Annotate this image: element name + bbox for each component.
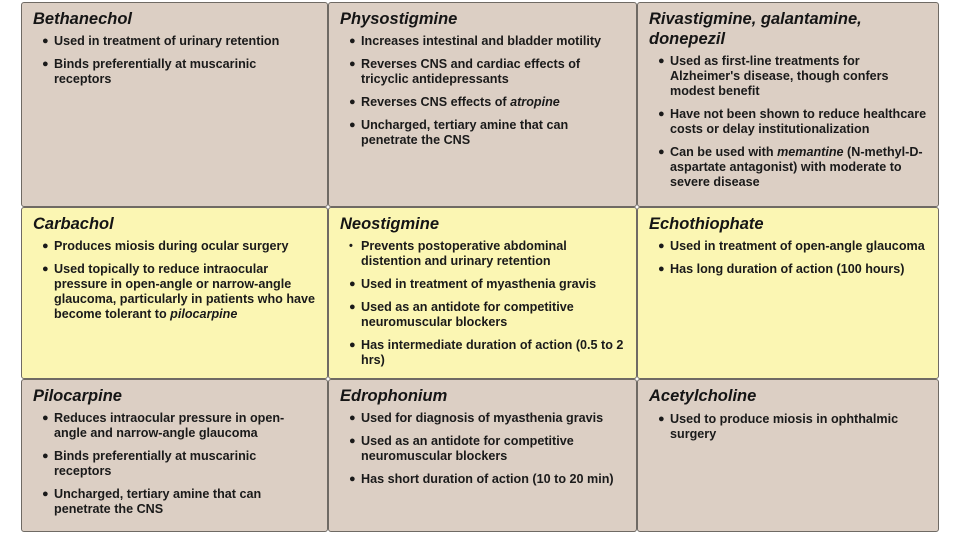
bullet-icon: ● [42, 35, 49, 47]
bullet-icon: ● [349, 473, 356, 485]
bullet-icon: ● [42, 412, 49, 424]
list-item: ● Has long duration of action (100 hours) [658, 262, 905, 276]
list-item: ● Increases intestinal and bladder motility [349, 34, 602, 48]
list-item: ● Binds preferentially at muscarinic receptors [42, 449, 257, 478]
bullet-icon: ● [658, 108, 665, 120]
bullet-list [649, 239, 928, 277]
list-item: ● Uncharged, tertiary amine that can penetrate the CNS [349, 118, 569, 147]
card-carbachol [21, 207, 328, 379]
bullet-icon: ● [658, 55, 665, 67]
list-item: ● Used in treatment of open-angle glaucoma [658, 239, 925, 253]
list-item: ● Used as an antidote for competitive neuromuscular blockers [349, 300, 574, 329]
bullet-icon: ● [42, 58, 49, 70]
bullet-icon: ● [349, 96, 356, 108]
card-title: Physostigmine [340, 10, 458, 28]
card-edrophonium [328, 379, 637, 532]
list-item: ● Used in treatment of urinary retention [42, 34, 280, 48]
card-title: Echothiophate [649, 215, 764, 233]
card-rivastigmine-galantamine-donepezil [637, 2, 939, 207]
bullet-icon: ● [658, 413, 665, 425]
card-physostigmine [328, 2, 637, 207]
bullet-icon: ● [349, 339, 356, 351]
bullet-icon: ● [349, 412, 356, 424]
bullet-icon: ● [349, 278, 356, 290]
list-item: ● Has intermediate duration of action (0.5 to 2 hrs) [349, 338, 624, 367]
list-item: ● Reverses CNS effects of atropine [349, 95, 560, 109]
bullet-icon: ● [42, 263, 49, 275]
list-item: ● Uncharged, tertiary amine that can penetrate the CNS [42, 487, 262, 516]
bullet-list [340, 411, 626, 487]
list-item: ● Reverses CNS and cardiac effects of tricyclic antidepressants [349, 57, 581, 86]
card-pilocarpine [21, 379, 328, 532]
card-title: Neostigmine [340, 215, 440, 233]
list-item: ● Used topically to reduce intraocular pressure in open-angle or narrow-angle glaucoma, particularly in patients who have become tolerant to pilocarpine [42, 262, 316, 321]
bullet-list [340, 239, 626, 368]
card-title: Carbachol [33, 215, 114, 233]
bullet-list [649, 54, 928, 190]
card-title: Acetylcholine [649, 387, 757, 405]
bullet-icon: ● [349, 119, 356, 131]
bullet-icon: ● [349, 35, 356, 47]
list-item: ● Have not been shown to reduce healthcare costs or delay institutionalization [658, 107, 927, 136]
bullet-list [33, 411, 317, 517]
bullet-icon: • [349, 240, 353, 252]
bullet-icon: ● [349, 301, 356, 313]
list-item: ● Used as an antidote for competitive neuromuscular blockers [349, 434, 574, 463]
bullet-icon: ● [42, 450, 49, 462]
card-title: Edrophonium [340, 387, 448, 405]
bullet-list [33, 239, 317, 322]
bullet-list [649, 412, 928, 442]
list-item: ● Has short duration of action (10 to 20 min) [349, 472, 614, 486]
card-title: Rivastigmine, galantamine, donepezil [649, 10, 862, 48]
card-neostigmine [328, 207, 637, 379]
bullet-list [33, 34, 317, 87]
card-title: Bethanechol [33, 10, 133, 28]
bullet-icon: ● [42, 240, 49, 252]
list-item: ● Used for diagnosis of myasthenia gravis [349, 411, 604, 425]
bullet-icon: ● [658, 146, 665, 158]
list-item: ● Reduces intraocular pressure in open-angle and narrow-angle glaucoma [42, 411, 285, 440]
bullet-icon: ● [42, 488, 49, 500]
drug-summary-grid [21, 2, 939, 532]
list-item: ● Used as first-line treatments for Alzheimer's disease, though confers modest benefit [658, 54, 889, 98]
list-item: ● Binds preferentially at muscarinic receptors [42, 57, 257, 86]
card-title: Pilocarpine [33, 387, 122, 405]
list-item: ● Used in treatment of myasthenia gravis [349, 277, 597, 291]
card-acetylcholine [637, 379, 939, 532]
list-item: • Prevents postoperative abdominal distention and urinary retention [349, 239, 567, 268]
bullet-icon: ● [658, 240, 665, 252]
bullet-icon: ● [349, 58, 356, 70]
bullet-list [340, 34, 626, 148]
list-item: ● Produces miosis during ocular surgery [42, 239, 289, 253]
card-echothiophate [637, 207, 939, 379]
card-bethanechol [21, 2, 328, 207]
list-item: ● Can be used with memantine (N-methyl-D-aspartate antagonist) with moderate to severe disease [658, 145, 923, 189]
bullet-icon: ● [349, 435, 356, 447]
list-item: ● Used to produce miosis in ophthalmic surgery [658, 412, 899, 441]
bullet-icon: ● [658, 263, 665, 275]
